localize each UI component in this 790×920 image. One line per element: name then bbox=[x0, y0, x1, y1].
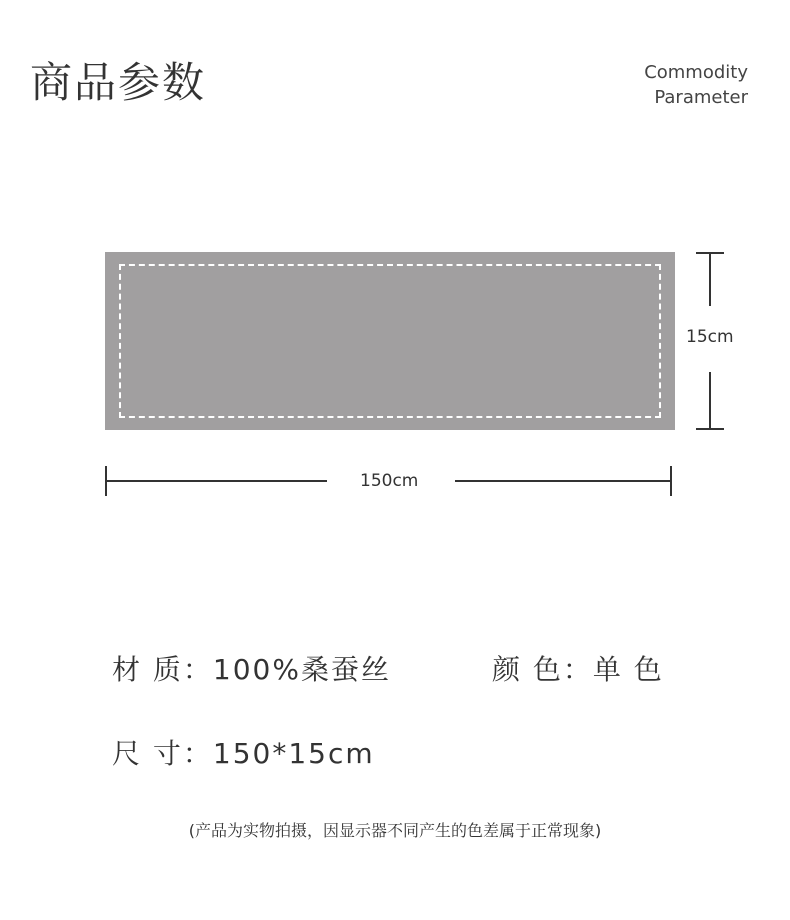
spec-color: 颜 色：单 色 bbox=[492, 653, 664, 686]
color-disclaimer-note: (产品为实物拍摄，因显示器不同产生的色差属于正常现象) bbox=[188, 821, 602, 840]
product-swatch bbox=[105, 252, 675, 430]
subtitle-line-1: Commodity bbox=[644, 62, 748, 83]
height-dim-bottom-cap bbox=[696, 428, 724, 430]
height-dim-line-top bbox=[709, 252, 711, 306]
width-dim-line-right bbox=[455, 480, 672, 482]
spec-material: 材 质：100%桑蚕丝 bbox=[112, 653, 391, 686]
width-dim-line-left bbox=[105, 480, 327, 482]
swatch-dashed-border bbox=[119, 264, 661, 418]
height-dim-label: 15cm bbox=[686, 327, 734, 347]
page-title: 商品参数 bbox=[30, 58, 207, 107]
width-dim-right-cap bbox=[670, 466, 672, 496]
page-subtitle bbox=[644, 60, 748, 110]
height-dim-line-bottom bbox=[709, 372, 711, 430]
spec-size: 尺 寸：150*15cm bbox=[112, 737, 375, 770]
subtitle-line-2: Parameter bbox=[654, 87, 748, 108]
width-dim-label: 150cm bbox=[360, 471, 419, 491]
